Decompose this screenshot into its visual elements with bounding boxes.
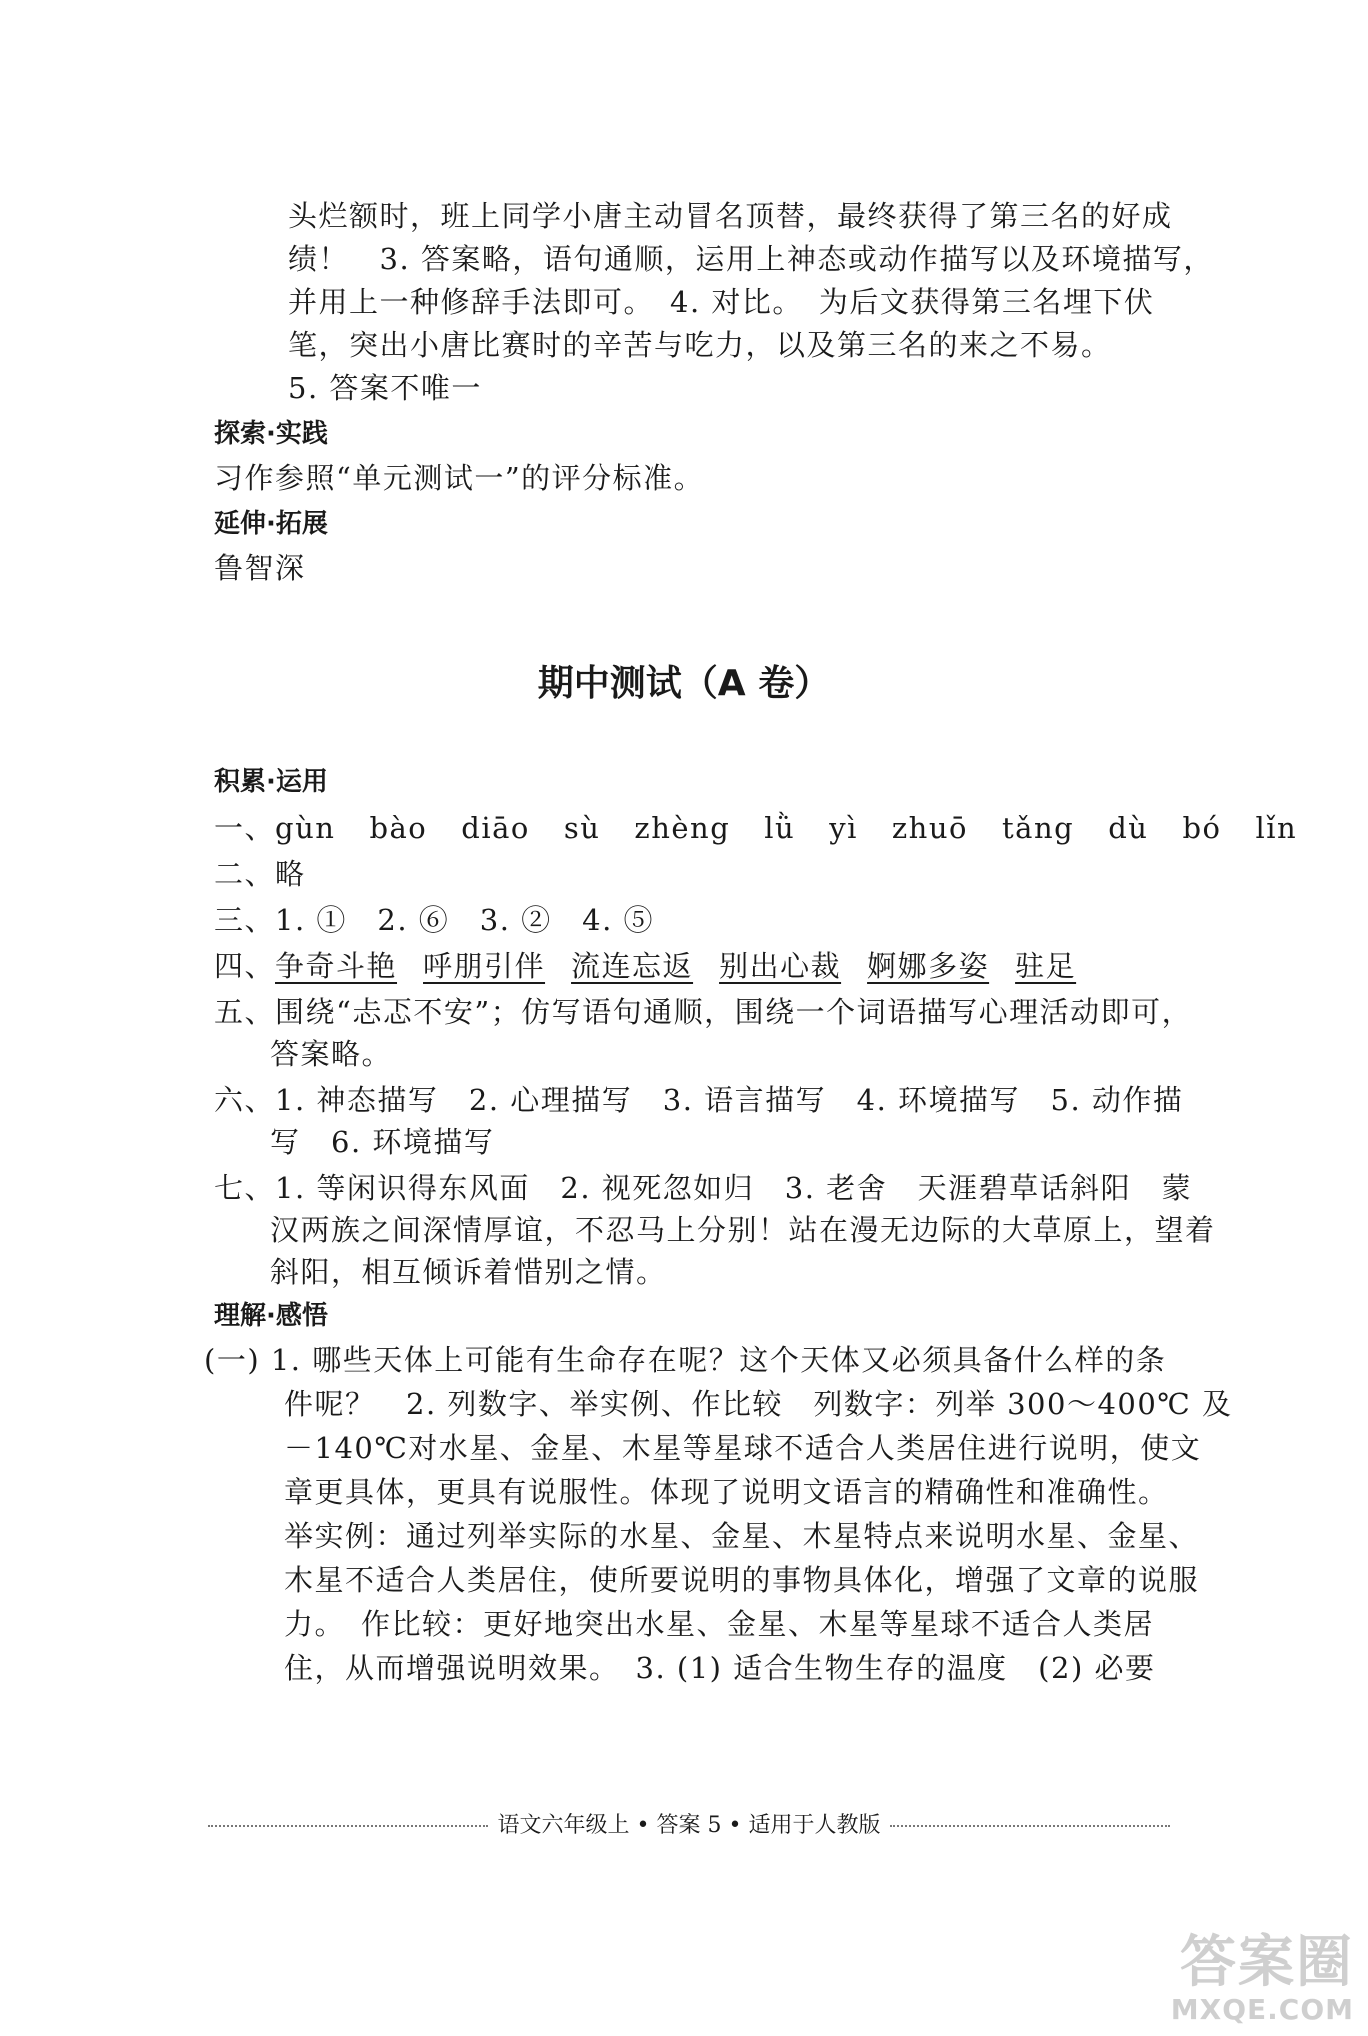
section-title: 期中测试（A 卷） [537,663,831,704]
answer-line: 力。 作比较：更好地突出水星、金星、木星等星球不适合人类居 [284,1607,1155,1641]
watermark [1170,1930,1354,2026]
pinyin: bó [1182,811,1222,845]
question-2: 二、略 [214,857,306,891]
answer-line: 木星不适合人类居住，使所要说明的事物具体化，增强了文章的说服 [284,1563,1200,1597]
section-heading-understand: 理解·感悟 [214,1301,328,1331]
question-4 [214,946,1102,986]
pinyin: lǜ [764,811,796,845]
paragraph-line: 头烂额时，班上同学小唐主动冒名顶替，最终获得了第三名的好成 [288,199,1173,233]
idiom-answer: 流连忘返 [571,949,694,983]
idiom-answer: 呼朋引伴 [423,949,546,983]
idiom-answer: 别出心裁 [719,949,842,983]
explore-text: 习作参照“单元测试一”的评分标准。 [214,461,705,495]
pinyin: lǐn [1255,811,1298,845]
question-6-line: 六、1. 神态描写 2. 心理描写 3. 语言描写 4. 环境描写 5. 动作描 [214,1083,1184,1117]
pinyin: dù [1108,811,1149,845]
question-7-line: 斜阳，相互倾诉着惜别之情。 [270,1255,667,1289]
question-1-pinyin [214,808,1331,848]
footer-divider-left [208,1825,488,1827]
question-6-line: 写 6. 环境描写 [270,1125,495,1159]
footer-divider-right [890,1825,1170,1827]
paragraph-line: 5. 答案不唯一 [288,371,482,405]
pinyin: bào [369,811,428,845]
pinyin: diāo [461,811,530,845]
paragraph-line: 并用上一种修辞手法即可。 4. 对比。 为后文获得第三名埋下伏 [288,285,1155,319]
answer-line: (一) 1. 哪些天体上可能有生命存在呢？这个天体又必须具备什么样的条 [204,1343,1167,1377]
page-footer [208,1808,1170,1839]
question-7-line: 七、1. 等闲识得东风面 2. 视死忽如归 3. 老舍 天涯碧草话斜阳 蒙 [214,1171,1193,1205]
pinyin: gùn [275,811,336,845]
pinyin: tǎng [1002,811,1075,845]
question-5-line: 五、围绕“忐忑不安”；仿写语句通顺，围绕一个词语描写心理活动即可， [214,995,1193,1029]
answer-line: 章更具体，更具有说服性。体现了说明文语言的精确性和准确性。 [284,1475,1169,1509]
idiom-answer: 驻足 [1015,949,1077,983]
question-7-line: 汉两族之间深情厚谊，不忍马上分别！站在漫无边际的大草原上，望着 [270,1213,1216,1247]
idiom-answer: 婀娜多姿 [867,949,990,983]
paragraph-line: 笔，突出小唐比赛时的辛苦与吃力，以及第三名的来之不易。 [288,328,1112,362]
section-heading-extend: 延伸·拓展 [214,509,328,539]
question-3: 三、1. ① 2. ⑥ 3. ② 4. ⑤ [214,903,655,937]
question-5-line: 答案略。 [270,1037,393,1071]
pinyin: sù [563,811,601,845]
section-heading-explore: 探索·实践 [214,419,328,449]
idiom-answer: 争奇斗艳 [275,949,398,983]
extend-text: 鲁智深 [214,551,306,585]
footer-text: 语文六年级上 • 答案 5 • 适用于人教版 [497,1813,881,1838]
pinyin: zhuō [891,811,968,845]
answer-line: 举实例：通过列举实际的水星、金星、木星特点来说明水星、金星、 [284,1519,1200,1553]
section-heading-accumulate: 积累·运用 [214,767,328,797]
paragraph-line: 绩！ 3. 答案略，语句通顺，运用上神态或动作描写以及环境描写， [288,242,1214,276]
pinyin: yì [829,811,858,845]
answer-line: －140℃对水星、金星、木星等星球不适合人类居住进行说明，使文 [284,1431,1202,1465]
question-label: 一、 [214,811,276,845]
question-label: 四、 [214,949,276,983]
watermark-logo: 答案圈 [1180,1930,1354,1995]
answer-line: 住，从而增强说明效果。 3. (1) 适合生物生存的温度 (2) 必要 [284,1651,1156,1685]
pinyin: zhèng [634,811,731,845]
answer-line: 件呢？ 2. 列数字、举实例、作比较 列数字：列举 300～400℃ 及 [284,1387,1233,1421]
watermark-url: MXQE.COM [1170,1993,1354,2026]
